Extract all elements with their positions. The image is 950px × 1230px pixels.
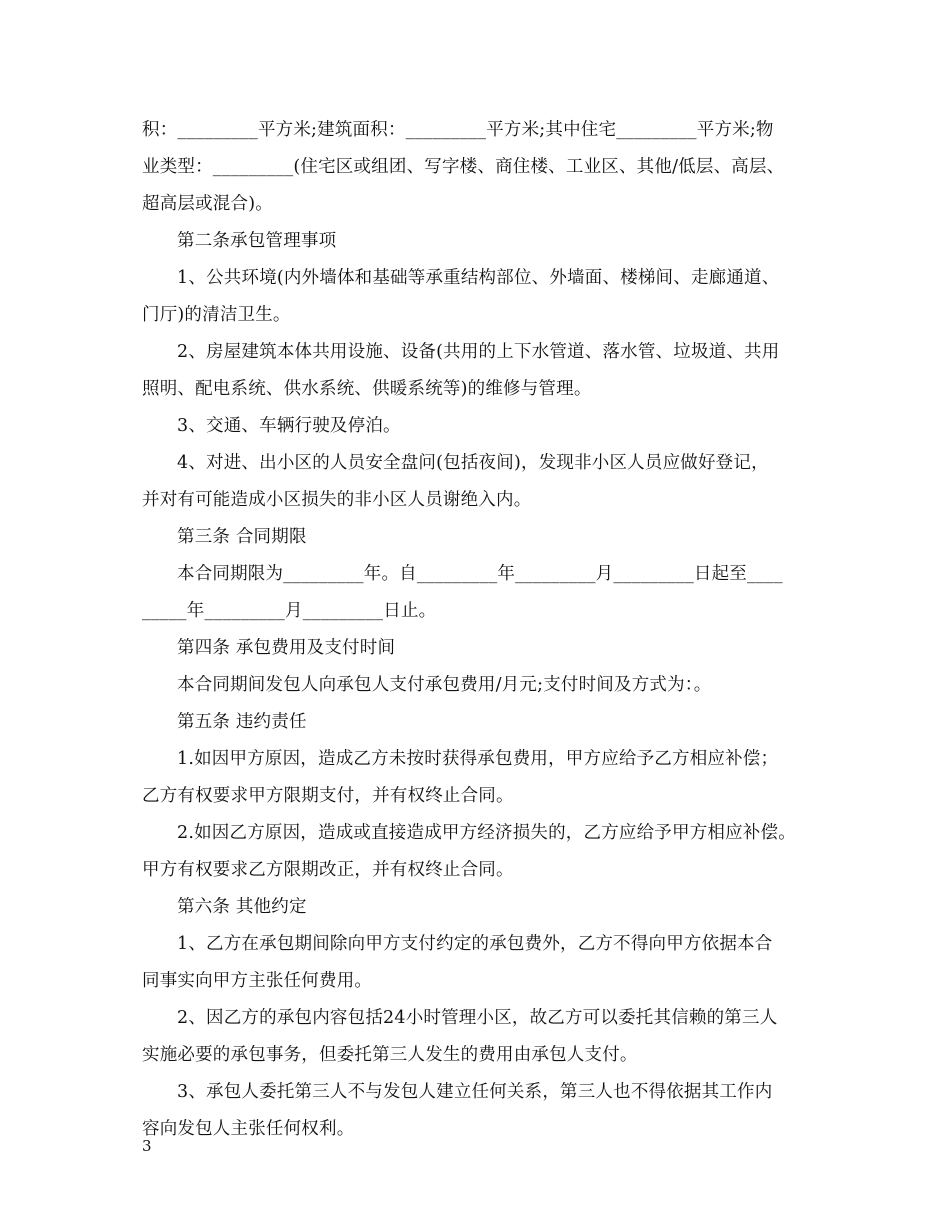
text-line: 1.如因甲方原因，造成乙方未按时获得承包费用，甲方应给予乙方相应补偿； xyxy=(177,749,779,769)
section-heading: 第五条 违约责任 xyxy=(177,712,307,732)
text-line: 2.如因乙方原因，造成或直接造成甲方经济损失的，乙方应给予甲方相应补偿。 xyxy=(177,823,796,843)
text-line: _____年_________月_________日止。 xyxy=(142,601,437,621)
text-line: 门厅)的清洁卫生。 xyxy=(142,305,291,325)
text-line: 2、因乙方的承包内容包括24小时管理小区，故乙方可以委托其信赖的第三人 xyxy=(177,1008,778,1028)
text-line: 甲方有权要求乙方限期改正，并有权终止合同。 xyxy=(142,860,514,880)
text-line: 同事实向甲方主张任何费用。 xyxy=(142,971,373,991)
text-line: 本合同期限为_________年。自_________年_________月_________日起至____ xyxy=(177,564,783,584)
section-heading: 第三条 合同期限 xyxy=(177,527,307,547)
text-line: 1、乙方在承包期间除向甲方支付约定的承包费外，乙方不得向甲方依据本合 xyxy=(177,934,773,954)
document-body xyxy=(142,112,832,1148)
text-line: 3、承包人委托第三人不与发包人建立任何关系，第三人也不得依据其工作内 xyxy=(177,1082,773,1102)
section-heading: 第四条 承包费用及支付时间 xyxy=(177,638,396,658)
text-line: 积：_________平方米;建筑面积：_________平方米;其中住宅_________平方米;物 xyxy=(142,120,774,140)
text-line: 4、对进、出小区的人员安全盘问(包括夜间)，发现非小区人员应做好登记， xyxy=(177,453,769,473)
section-heading: 第六条 其他约定 xyxy=(177,897,307,917)
text-line: 2、房屋建筑本体共用设施、设备(共用的上下水管道、落水管、垃圾道、共用 xyxy=(177,342,780,362)
text-line: 超高层或混合)。 xyxy=(142,194,273,214)
text-line: 乙方有权要求甲方限期支付，并有权终止合同。 xyxy=(142,786,514,806)
text-line: 实施必要的承包事务，但委托第三人发生的费用由承包人支付。 xyxy=(142,1045,638,1065)
section-heading: 第二条承包管理事项 xyxy=(177,231,337,251)
text-line: 本合同期间发包人向承包人支付承包费用/月元;支付时间及方式为：。 xyxy=(177,675,712,695)
text-line: 容向发包人主张任何权利。 xyxy=(142,1119,355,1139)
text-line: 业类型：_________(住宅区或组团、写字楼、商住楼、工业区、其他/低层、高层、 xyxy=(142,157,785,177)
text-line: 照明、配电系统、供水系统、供暖系统等)的维修与管理。 xyxy=(142,379,592,399)
text-line: 3、交通、车辆行驶及停泊。 xyxy=(177,416,401,436)
text-line: 并对有可能造成小区损失的非小区人员谢绝入内。 xyxy=(142,490,532,510)
page-number: 3 xyxy=(142,1137,152,1155)
text-line: 1、公共环境(内外墙体和基础等承重结构部位、外墙面、楼梯间、走廊通道、 xyxy=(177,268,780,288)
